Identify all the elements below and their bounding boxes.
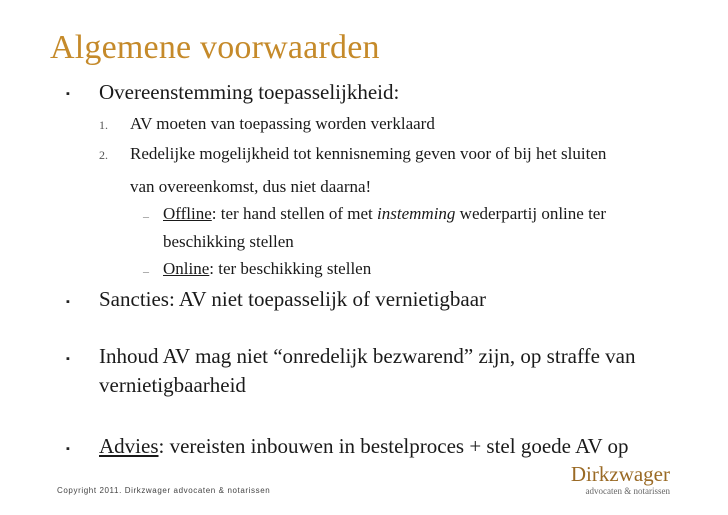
bullet-inhoud: Inhoud AV mag niet “onredelijk bezwarend” zijn, op straffe van — [99, 344, 636, 368]
online-label: Online — [163, 259, 210, 278]
bullet-inhoud-cont: vernietigbaarheid — [99, 373, 246, 397]
dirkzwager-logo: Dirkzwager — [570, 462, 670, 486]
bullet-icon: ▪ — [66, 353, 70, 365]
bullet-overeenstemming: Overeenstemming toepasselijkheid: — [99, 80, 400, 104]
bullet-sancties: Sancties: AV niet toepasselijk of vernietigbaar — [99, 287, 487, 311]
logo-subtitle: advocaten & notarissen — [585, 486, 670, 496]
bullet-icon: ▪ — [66, 296, 70, 308]
list-item-kennisneming: Redelijke mogelijkheid tot kennisneming geven voor of bij het sluiten — [130, 144, 607, 163]
bullet-advies — [99, 433, 629, 459]
offline-text-post: wederpartij online ter — [455, 204, 606, 223]
offline-label: Offline — [163, 204, 212, 223]
list-item-av-toepassing: AV moeten van toepassing worden verklaard — [130, 114, 435, 133]
dash-icon: – — [143, 264, 149, 278]
offline-text: : ter hand stellen of met — [211, 204, 378, 223]
list-item-kennisneming-cont: van overeenkomst, dus niet daarna! — [130, 177, 372, 196]
advies-text: : vereisten inbouwen in bestelproces + stel goede AV op — [158, 434, 629, 458]
bullet-icon: ▪ — [66, 443, 70, 455]
instemming-italic: instemming — [377, 204, 456, 223]
footer-copyright: Copyright 2011. Dirkzwager advocaten & notarissen — [57, 486, 271, 495]
online-text: : ter beschikking stellen — [209, 259, 372, 278]
bullet-icon: ▪ — [66, 88, 70, 100]
sub-item-offline-cont: beschikking stellen — [163, 232, 294, 251]
slide-title: Algemene voorwaarden — [50, 29, 380, 66]
sub-item-offline — [163, 203, 606, 225]
dash-icon: – — [143, 209, 149, 223]
list-number: 1. — [99, 118, 108, 132]
advies-label: Advies — [99, 434, 159, 458]
list-number: 2. — [99, 148, 108, 162]
sub-item-online — [163, 258, 371, 280]
